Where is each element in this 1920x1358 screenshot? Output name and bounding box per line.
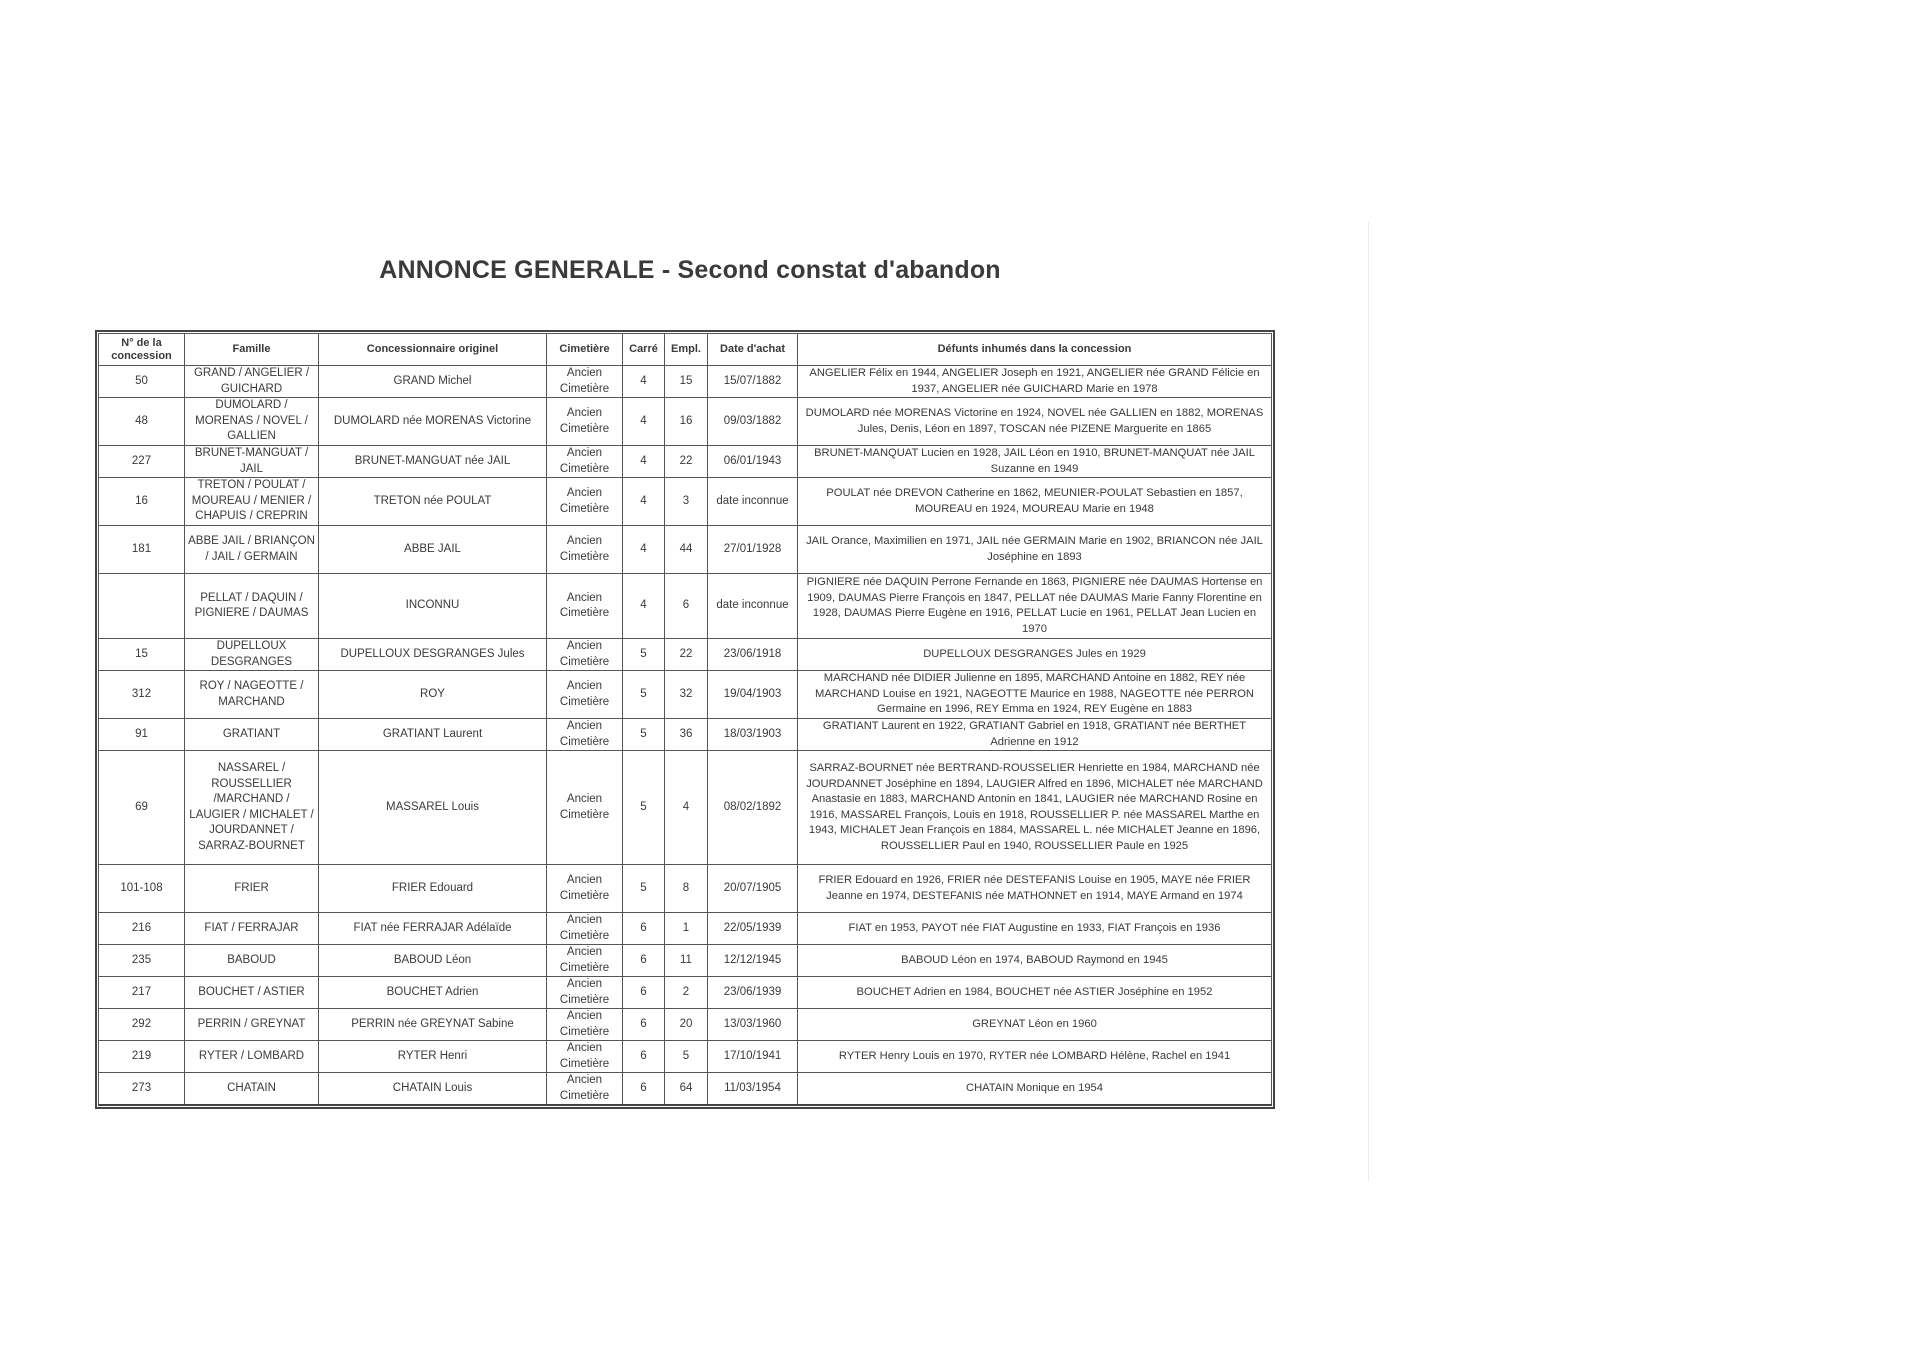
cell-numero: 69 (99, 751, 185, 865)
table-row (99, 478, 1272, 526)
table-row (99, 751, 1272, 865)
table-row (99, 639, 1272, 671)
header-numero: N° de la concession (99, 334, 185, 366)
cell-defunts: BOUCHET Adrien en 1984, BOUCHET née ASTIER Joséphine en 1952 (798, 977, 1272, 1009)
cell-famille: NASSAREL / ROUSSELLIER /MARCHAND / LAUGIER / MICHALET / JOURDANNET / SARRAZ-BOURNET (185, 751, 319, 865)
cell-numero: 235 (99, 945, 185, 977)
cell-cimetiere: Ancien Cimetière (547, 398, 623, 446)
cell-empl: 64 (665, 1073, 708, 1106)
cell-date: 19/04/1903 (708, 671, 798, 719)
cell-defunts: PIGNIERE née DAQUIN Perrone Fernande en 1863, PIGNIERE née DAUMAS Hortense en 1909, DAUMAS Pierre François en 1847, PELLAT née DAUMAS Marie Fanny Florentine en 1928, DAUMAS Pierre Eugène en 1916, PELLAT Lucie en 1961, PELLAT Jean Lucien en 1970 (798, 574, 1272, 639)
cell-carre: 4 (623, 478, 665, 526)
cell-famille: PELLAT / DAQUIN / PIGNIERE / DAUMAS (185, 574, 319, 639)
cell-date: 09/03/1882 (708, 398, 798, 446)
cell-famille: CHATAIN (185, 1073, 319, 1106)
cell-carre: 4 (623, 398, 665, 446)
cell-cimetiere: Ancien Cimetière (547, 671, 623, 719)
cell-empl: 20 (665, 1009, 708, 1041)
cell-date: 08/02/1892 (708, 751, 798, 865)
cell-numero: 292 (99, 1009, 185, 1041)
cell-cimetiere: Ancien Cimetière (547, 1073, 623, 1106)
cell-concessionnaire: PERRIN née GREYNAT Sabine (319, 1009, 547, 1041)
cell-numero: 48 (99, 398, 185, 446)
header-carre: Carré (623, 334, 665, 366)
cell-numero: 227 (99, 446, 185, 478)
table-body (99, 366, 1272, 1106)
table-row (99, 719, 1272, 751)
cell-empl: 36 (665, 719, 708, 751)
cell-carre: 4 (623, 574, 665, 639)
cell-empl: 15 (665, 366, 708, 398)
cell-numero: 273 (99, 1073, 185, 1106)
cell-famille: DUMOLARD / MORENAS / NOVEL / GALLIEN (185, 398, 319, 446)
cell-empl: 1 (665, 913, 708, 945)
cell-concessionnaire: GRAND Michel (319, 366, 547, 398)
cell-cimetiere: Ancien Cimetière (547, 1041, 623, 1073)
cell-empl: 6 (665, 574, 708, 639)
document-title: ANNONCE GENERALE - Second constat d'abandon (379, 256, 1001, 284)
cell-defunts: ANGELIER Félix en 1944, ANGELIER Joseph en 1921, ANGELIER née GRAND Félicie en 1937, ANGELIER née GUICHARD Marie en 1978 (798, 366, 1272, 398)
cell-concessionnaire: ABBE JAIL (319, 526, 547, 574)
cell-defunts: GREYNAT Léon en 1960 (798, 1009, 1272, 1041)
header-famille: Famille (185, 334, 319, 366)
cell-empl: 44 (665, 526, 708, 574)
table-row (99, 977, 1272, 1009)
cell-numero: 219 (99, 1041, 185, 1073)
cell-date: 27/01/1928 (708, 526, 798, 574)
cell-date: 06/01/1943 (708, 446, 798, 478)
cell-numero: 16 (99, 478, 185, 526)
cell-famille: FRIER (185, 865, 319, 913)
cell-cimetiere: Ancien Cimetière (547, 1009, 623, 1041)
cell-defunts: FRIER Edouard en 1926, FRIER née DESTEFANIS Louise en 1905, MAYE née FRIER Jeanne en 1974, DESTEFANIS née MATHONNET en 1914, MAYE Armand en 1974 (798, 865, 1272, 913)
cell-concessionnaire: BABOUD Léon (319, 945, 547, 977)
cell-concessionnaire: BRUNET-MANGUAT née JAIL (319, 446, 547, 478)
cell-carre: 6 (623, 1073, 665, 1106)
cell-famille: BABOUD (185, 945, 319, 977)
header-date: Date d'achat (708, 334, 798, 366)
cell-concessionnaire: DUMOLARD née MORENAS Victorine (319, 398, 547, 446)
cell-cimetiere: Ancien Cimetière (547, 751, 623, 865)
table-row (99, 945, 1272, 977)
cell-concessionnaire: MASSAREL Louis (319, 751, 547, 865)
cell-cimetiere: Ancien Cimetière (547, 574, 623, 639)
cell-date: 17/10/1941 (708, 1041, 798, 1073)
cell-cimetiere: Ancien Cimetière (547, 526, 623, 574)
cell-empl: 11 (665, 945, 708, 977)
cell-numero: 312 (99, 671, 185, 719)
cell-numero (99, 574, 185, 639)
cell-defunts: GRATIANT Laurent en 1922, GRATIANT Gabriel en 1918, GRATIANT née BERTHET Adrienne en 1912 (798, 719, 1272, 751)
cell-empl: 3 (665, 478, 708, 526)
cell-carre: 5 (623, 751, 665, 865)
table-header-row (99, 334, 1272, 366)
cell-empl: 4 (665, 751, 708, 865)
cell-numero: 50 (99, 366, 185, 398)
table-row (99, 1073, 1272, 1106)
cell-famille: FIAT / FERRAJAR (185, 913, 319, 945)
cell-numero: 217 (99, 977, 185, 1009)
cell-famille: TRETON / POULAT / MOUREAU / MENIER / CHAPUIS / CREPRIN (185, 478, 319, 526)
cell-concessionnaire: RYTER Henri (319, 1041, 547, 1073)
cell-date: 13/03/1960 (708, 1009, 798, 1041)
cell-carre: 4 (623, 446, 665, 478)
cell-empl: 22 (665, 446, 708, 478)
cell-carre: 6 (623, 977, 665, 1009)
cell-famille: RYTER / LOMBARD (185, 1041, 319, 1073)
cell-defunts: BABOUD Léon en 1974, BABOUD Raymond en 1945 (798, 945, 1272, 977)
cell-famille: ABBE JAIL / BRIANÇON / JAIL / GERMAIN (185, 526, 319, 574)
concessions-table (98, 333, 1272, 1106)
cell-carre: 5 (623, 639, 665, 671)
cell-date: 22/05/1939 (708, 913, 798, 945)
cell-defunts: BRUNET-MANQUAT Lucien en 1928, JAIL Léon en 1910, BRUNET-MANQUAT née JAIL Suzanne en 1949 (798, 446, 1272, 478)
table-row (99, 446, 1272, 478)
cell-concessionnaire: FIAT née FERRAJAR Adélaïde (319, 913, 547, 945)
cell-empl: 32 (665, 671, 708, 719)
cell-date: 23/06/1939 (708, 977, 798, 1009)
cell-defunts: DUPELLOUX DESGRANGES Jules en 1929 (798, 639, 1272, 671)
cell-cimetiere: Ancien Cimetière (547, 366, 623, 398)
cell-defunts: FIAT en 1953, PAYOT née FIAT Augustine en 1933, FIAT François en 1936 (798, 913, 1272, 945)
cell-empl: 5 (665, 1041, 708, 1073)
cell-numero: 91 (99, 719, 185, 751)
cell-numero: 15 (99, 639, 185, 671)
cell-cimetiere: Ancien Cimetière (547, 446, 623, 478)
cell-carre: 6 (623, 913, 665, 945)
cell-cimetiere: Ancien Cimetière (547, 913, 623, 945)
concessions-table-frame (95, 330, 1275, 1109)
cell-date: date inconnue (708, 478, 798, 526)
cell-date: 20/07/1905 (708, 865, 798, 913)
header-empl: Empl. (665, 334, 708, 366)
cell-date: 12/12/1945 (708, 945, 798, 977)
cell-date: date inconnue (708, 574, 798, 639)
cell-concessionnaire: BOUCHET Adrien (319, 977, 547, 1009)
page-fold-line (1368, 222, 1369, 1182)
cell-concessionnaire: DUPELLOUX DESGRANGES Jules (319, 639, 547, 671)
cell-defunts: JAIL Orance, Maximilien en 1971, JAIL née GERMAIN Marie en 1902, BRIANCON née JAIL Joséphine en 1893 (798, 526, 1272, 574)
cell-carre: 6 (623, 945, 665, 977)
cell-concessionnaire: GRATIANT Laurent (319, 719, 547, 751)
table-row (99, 574, 1272, 639)
cell-carre: 6 (623, 1041, 665, 1073)
cell-cimetiere: Ancien Cimetière (547, 478, 623, 526)
header-concessionnaire: Concessionnaire originel (319, 334, 547, 366)
cell-concessionnaire: ROY (319, 671, 547, 719)
cell-cimetiere: Ancien Cimetière (547, 865, 623, 913)
cell-concessionnaire: TRETON née POULAT (319, 478, 547, 526)
cell-defunts: MARCHAND née DIDIER Julienne en 1895, MARCHAND Antoine en 1882, REY née MARCHAND Louise en 1921, NAGEOTTE Maurice en 1988, NAGEOTTE née PERRON Germaine en 1996, REY Emma en 1924, REY Eugène en 1883 (798, 671, 1272, 719)
cell-numero: 216 (99, 913, 185, 945)
table-row (99, 1009, 1272, 1041)
cell-cimetiere: Ancien Cimetière (547, 977, 623, 1009)
cell-carre: 4 (623, 366, 665, 398)
cell-defunts: POULAT née DREVON Catherine en 1862, MEUNIER-POULAT Sebastien en 1857, MOUREAU en 1924, MOUREAU Marie en 1948 (798, 478, 1272, 526)
cell-date: 18/03/1903 (708, 719, 798, 751)
cell-empl: 22 (665, 639, 708, 671)
header-defunts: Défunts inhumés dans la concession (798, 334, 1272, 366)
header-cimetiere: Cimetière (547, 334, 623, 366)
cell-numero: 101-108 (99, 865, 185, 913)
table-row (99, 366, 1272, 398)
table-row (99, 671, 1272, 719)
cell-famille: BRUNET-MANGUAT / JAIL (185, 446, 319, 478)
cell-concessionnaire: INCONNU (319, 574, 547, 639)
cell-defunts: DUMOLARD née MORENAS Victorine en 1924, NOVEL née GALLIEN en 1882, MORENAS Jules, Denis, Léon en 1897, TOSCAN née PIZENE Marguerite en 1865 (798, 398, 1272, 446)
table-row (99, 865, 1272, 913)
cell-carre: 5 (623, 865, 665, 913)
cell-famille: BOUCHET / ASTIER (185, 977, 319, 1009)
cell-carre: 6 (623, 1009, 665, 1041)
cell-cimetiere: Ancien Cimetière (547, 719, 623, 751)
cell-defunts: SARRAZ-BOURNET née BERTRAND-ROUSSELIER Henriette en 1984, MARCHAND née JOURDANNET Joséphine en 1894, LAUGIER Alfred en 1896, MICHALET née MARCHAND Anastasie en 1883, MARCHAND Antonin en 1841, LAUGIER née MARCHAND Rosine en 1916, MASSAREL François, Louis en 1918, ROUSSELLIER P. née MASSAREL Marthe en 1943, MICHALET Jean François en 1884, MASSAREL L. née MICHALET Jeanne en 1896, ROUSSELLIER Paul en 1940, ROUSSELLIER Paule en 1925 (798, 751, 1272, 865)
cell-empl: 2 (665, 977, 708, 1009)
cell-carre: 5 (623, 719, 665, 751)
cell-concessionnaire: FRIER Edouard (319, 865, 547, 913)
cell-famille: GRATIANT (185, 719, 319, 751)
table-row (99, 1041, 1272, 1073)
cell-empl: 8 (665, 865, 708, 913)
cell-empl: 16 (665, 398, 708, 446)
cell-famille: DUPELLOUX DESGRANGES (185, 639, 319, 671)
cell-famille: GRAND / ANGELIER / GUICHARD (185, 366, 319, 398)
cell-concessionnaire: CHATAIN Louis (319, 1073, 547, 1106)
table-row (99, 398, 1272, 446)
cell-date: 15/07/1882 (708, 366, 798, 398)
cell-date: 23/06/1918 (708, 639, 798, 671)
cell-famille: ROY / NAGEOTTE / MARCHAND (185, 671, 319, 719)
cell-carre: 4 (623, 526, 665, 574)
cell-numero: 181 (99, 526, 185, 574)
table-row (99, 913, 1272, 945)
table-row (99, 526, 1272, 574)
cell-cimetiere: Ancien Cimetière (547, 945, 623, 977)
cell-date: 11/03/1954 (708, 1073, 798, 1106)
cell-defunts: CHATAIN Monique en 1954 (798, 1073, 1272, 1106)
cell-cimetiere: Ancien Cimetière (547, 639, 623, 671)
cell-famille: PERRIN / GREYNAT (185, 1009, 319, 1041)
cell-carre: 5 (623, 671, 665, 719)
cell-defunts: RYTER Henry Louis en 1970, RYTER née LOMBARD Hélène, Rachel en 1941 (798, 1041, 1272, 1073)
